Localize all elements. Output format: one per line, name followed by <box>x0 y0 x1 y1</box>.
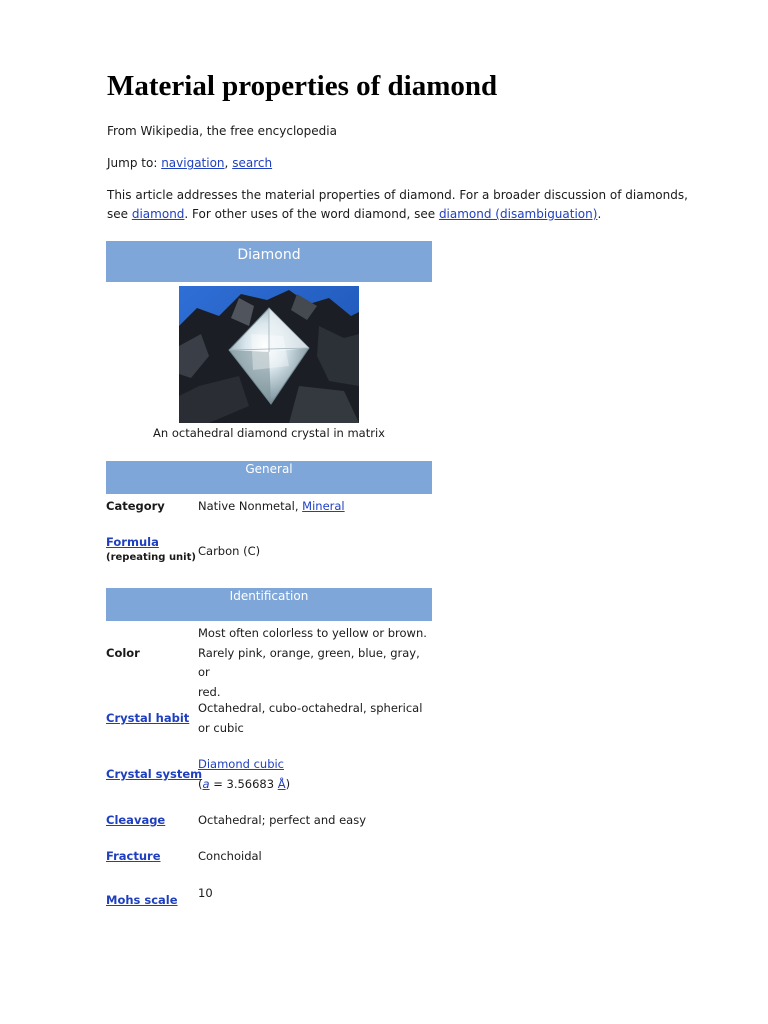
fracture-link[interactable]: Fracture <box>106 849 161 863</box>
hatnote-end: . <box>597 207 602 221</box>
row-label-cleavage <box>106 813 165 827</box>
color-line-3: red. <box>198 684 221 699</box>
row-value-fracture: Conchoidal <box>198 849 262 863</box>
jump-link-search[interactable]: search <box>232 156 273 170</box>
row-label-crystal-system <box>106 767 202 781</box>
param-close: ) <box>285 776 291 791</box>
row-label-fracture <box>106 849 161 863</box>
page-title: Material properties of diamond <box>107 70 498 102</box>
row-label-category: Category <box>106 499 165 513</box>
section-header-identification: Identification <box>106 588 432 621</box>
category-link-mineral[interactable]: Mineral <box>302 499 345 513</box>
jump-separator: , <box>224 156 229 170</box>
image-caption: An octahedral diamond crystal in matrix <box>153 426 385 440</box>
row-label-formula <box>106 535 196 563</box>
row-label-color: Color <box>106 646 140 660</box>
row-label-mohs <box>106 893 178 907</box>
section-header-general: General <box>106 461 432 494</box>
color-line-1: Most often colorless to yellow or brown. <box>198 626 427 640</box>
row-value-cleavage: Octahedral; perfect and easy <box>198 813 367 827</box>
cleavage-link[interactable]: Cleavage <box>106 813 166 827</box>
infobox-title: Diamond <box>106 241 432 282</box>
angstrom-link[interactable]: Å <box>277 776 286 791</box>
from-line: From Wikipedia, the free encyclopedia <box>107 124 337 138</box>
row-value-formula: Carbon (C) <box>198 544 261 558</box>
lattice-a-link[interactable]: a <box>202 776 210 791</box>
param-open: ( <box>198 776 203 791</box>
mohs-scale-link[interactable]: Mohs scale <box>106 893 178 907</box>
hatnote-link-diamond[interactable]: diamond <box>131 207 185 221</box>
hatnote-mid: . For other uses of the word diamond, see <box>184 207 436 221</box>
param-value: = 3.56683 <box>209 776 278 791</box>
row-value-crystal-system <box>198 755 434 794</box>
formula-link[interactable]: Formula <box>106 535 159 549</box>
jump-link-navigation[interactable]: navigation <box>161 156 225 170</box>
diamond-cubic-link[interactable]: Diamond cubic <box>198 757 285 771</box>
hatnote-line-1: This article addresses the material properties of diamond. For a broader discussion of diamonds, <box>107 188 688 202</box>
hatnote-line-2 <box>107 205 601 224</box>
row-value-mohs: 10 <box>198 886 213 900</box>
row-value-category <box>198 497 434 517</box>
crystal-habit-line-2: or cubic <box>198 720 244 735</box>
diamond-crystal-image[interactable] <box>179 286 359 423</box>
row-value-color <box>198 624 434 702</box>
hatnote-link-disambiguation[interactable]: diamond (disambiguation) <box>438 207 598 221</box>
row-value-crystal-habit <box>198 699 434 738</box>
lattice-parameter <box>198 775 434 795</box>
diamond-crystal-picture <box>179 286 359 423</box>
crystal-habit-line-1: Octahedral, cubo-octahedral, spherical <box>198 701 423 715</box>
color-line-2: Rarely pink, orange, green, blue, gray, or <box>198 645 420 679</box>
jump-to-label: Jump to: <box>107 156 158 170</box>
formula-sublabel: (repeating unit) <box>106 552 196 563</box>
category-value: Native Nonmetal, <box>198 499 299 513</box>
jump-to-line <box>107 154 272 173</box>
crystal-system-link[interactable]: Crystal system <box>106 767 203 781</box>
row-label-crystal-habit <box>106 711 189 725</box>
hatnote-see: see <box>107 207 129 221</box>
crystal-habit-link[interactable]: Crystal habit <box>106 711 190 725</box>
